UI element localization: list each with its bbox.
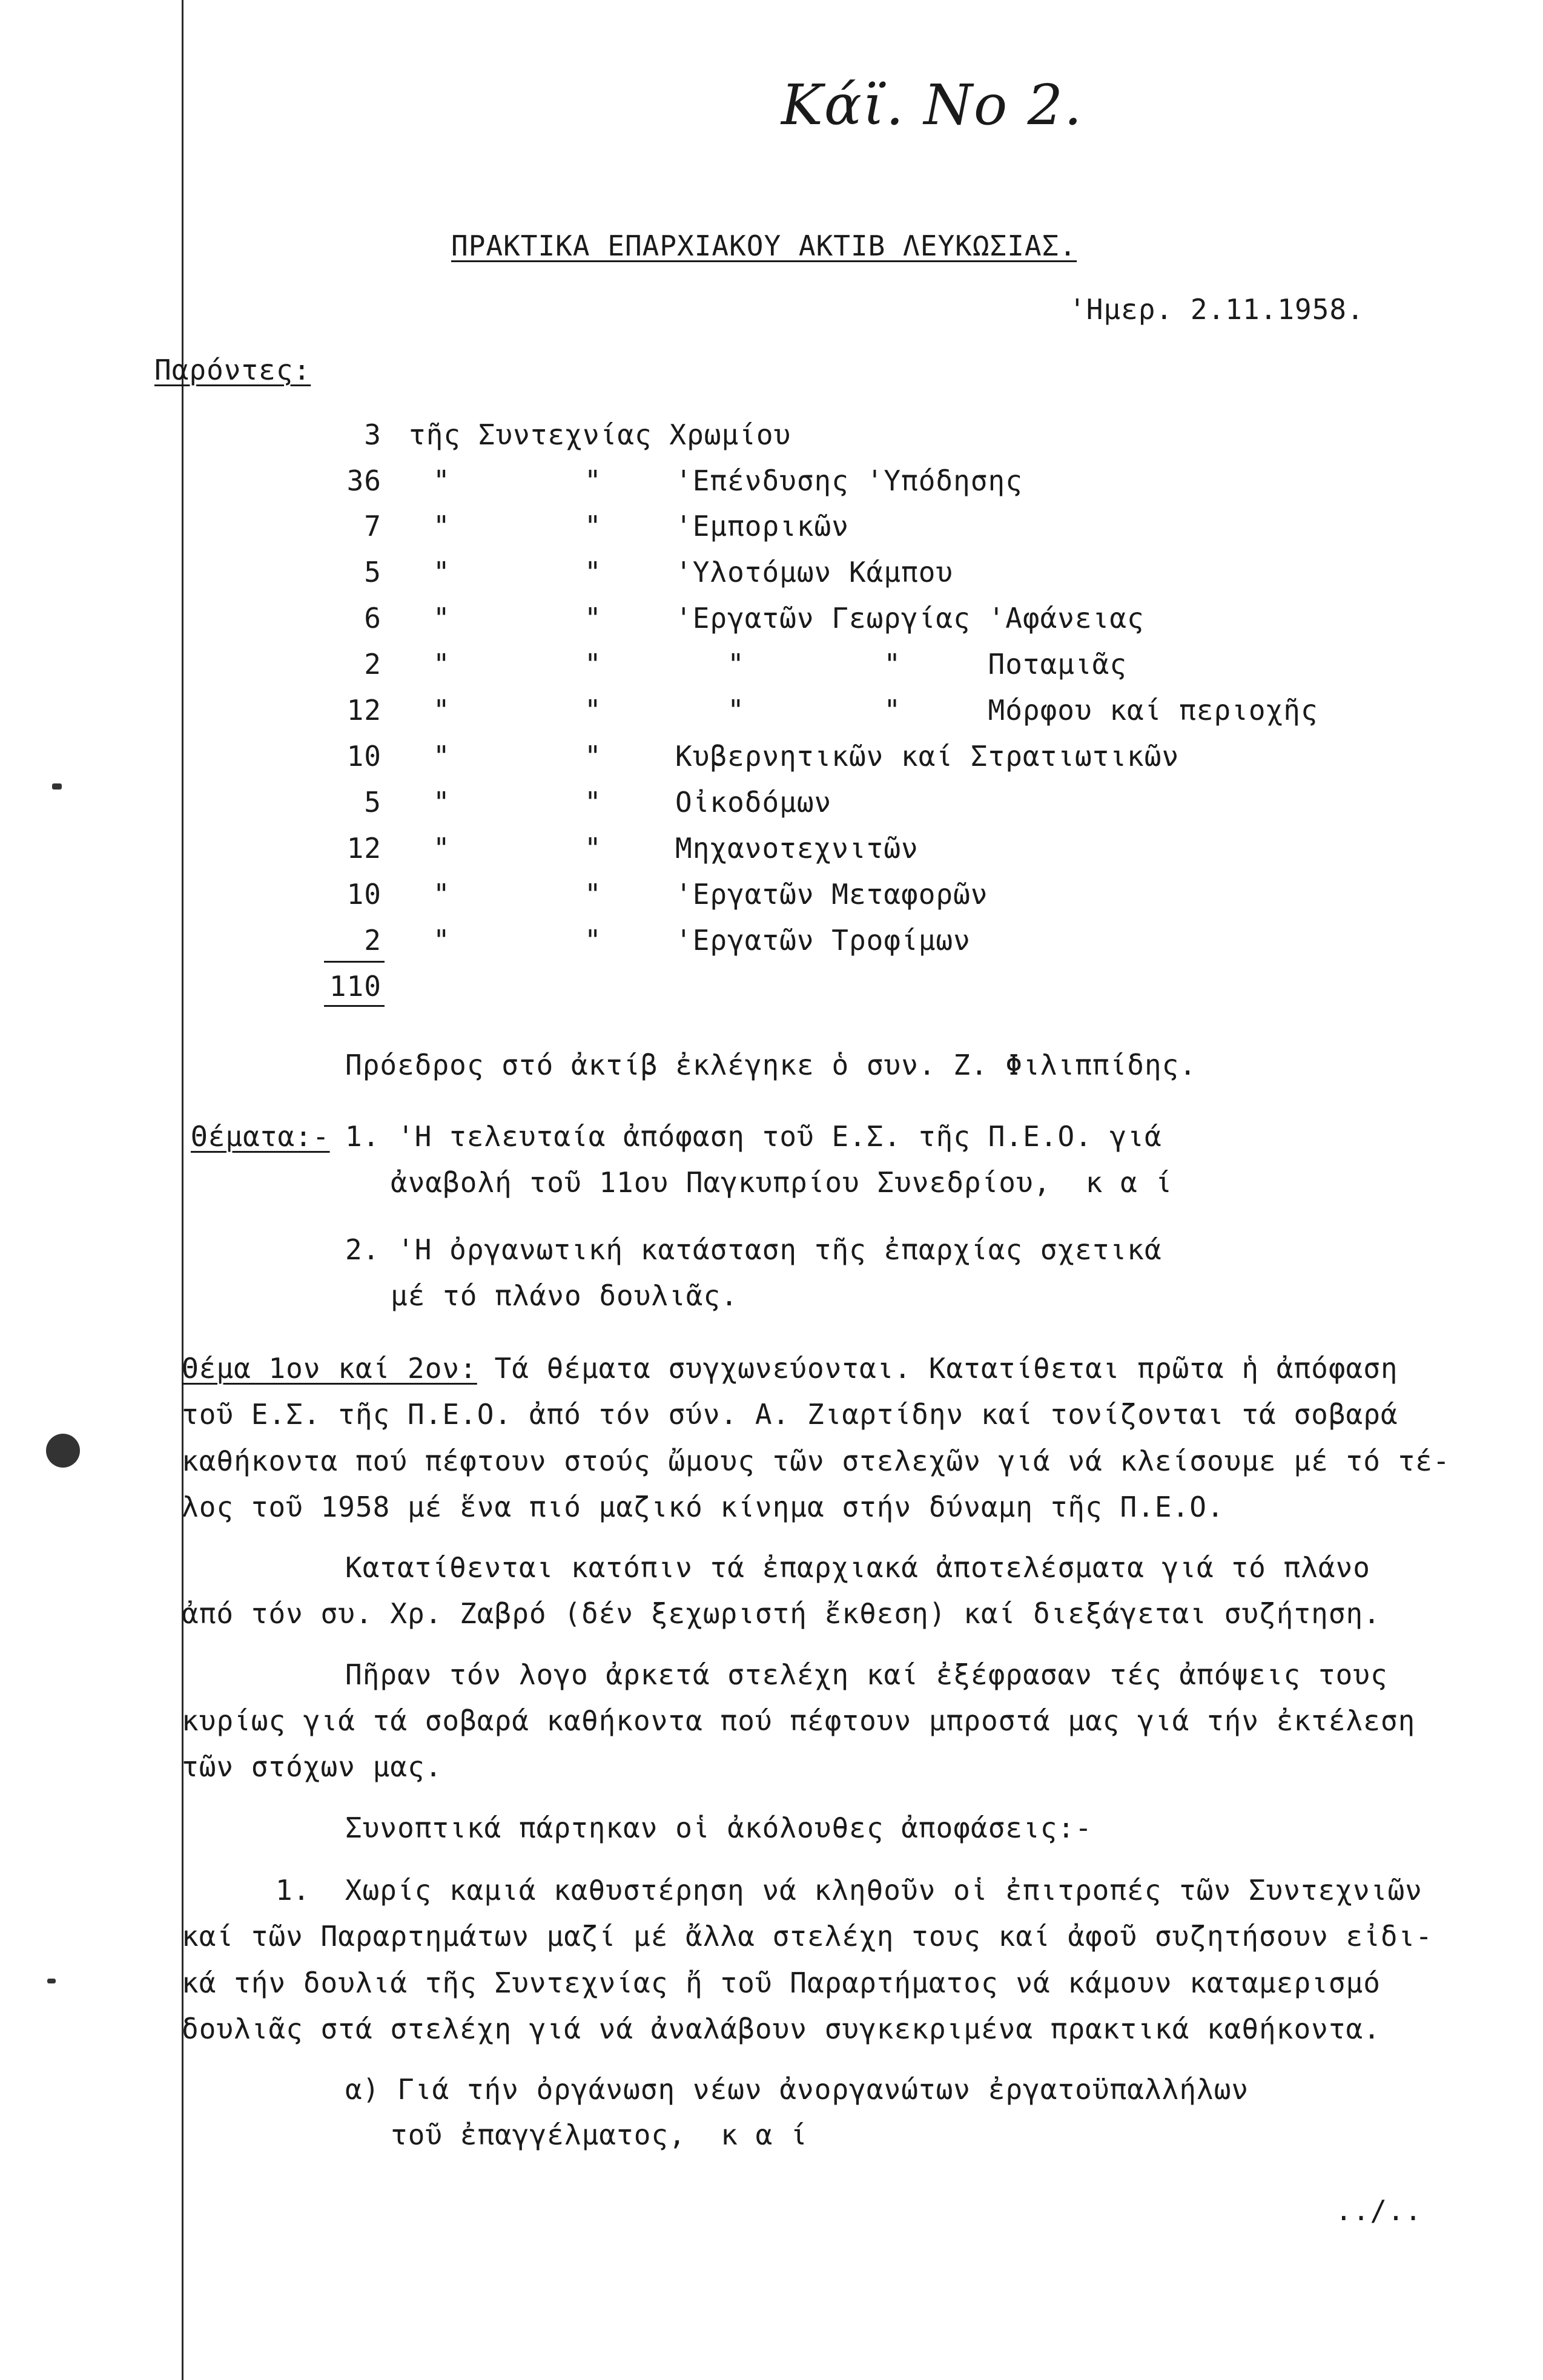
attendees-label: Παρόντες:	[154, 354, 311, 386]
attendee-union: 'Εμπορικῶν	[675, 510, 849, 542]
decision-1-line-1: 1. Χωρίς καμιά καθυστέρηση νά κληθοῦν οἱ ἐπιτροπές τῶν Συντεχνιῶν	[276, 1874, 1422, 1907]
ditto-mark: "	[433, 832, 451, 865]
ditto-mark: "	[584, 694, 602, 727]
paragraph-1-text: Τά θέματα συγχωνεύονται. Κατατίθεται πρῶτα ἡ ἀπόφαση	[477, 1352, 1398, 1385]
decision-1-line-3: κά τήν δουλιά τῆς Συντεχνίας ἤ τοῦ Παραρτήματος νά κάμουν καταμερισμό	[182, 1966, 1381, 1999]
topic-item-1-line1: 1. 'Η τελευταία ἀπόφαση τοῦ Ε.Σ. τῆς Π.Ε.Ο. γιά	[345, 1120, 1162, 1153]
attendee-count: 5	[364, 556, 382, 588]
paragraph-3-line-2: κυρίως γιά τά σοβαρά καθήκοντα πού πέφτουν μπροστά μας γιά τήν ἐκτέλεση	[182, 1704, 1416, 1737]
attendee-count: 10	[346, 740, 382, 773]
handwritten-note: Κάϊ. Νο 2.	[781, 73, 1083, 137]
ditto-mark: "	[433, 648, 451, 681]
topic-item-2-line2: μέ τό πλάνο δουλιᾶς.	[391, 1279, 738, 1312]
paragraph-1-line-1	[182, 1353, 1398, 1384]
attendee-union: 'Επένδυσης 'Υπόδησης	[675, 464, 1023, 497]
attendee-count: 36	[346, 464, 382, 497]
document-date: 'Ημερ. 2.11.1958.	[1069, 293, 1364, 326]
ditto-mark: "	[433, 464, 451, 497]
ditto-mark: "	[584, 832, 602, 865]
ditto-mark: "	[584, 786, 602, 819]
attendee-count: 12	[346, 694, 382, 727]
ditto-mark: "	[433, 786, 451, 819]
sum-line	[324, 961, 385, 963]
attendee-union: 'Εργατῶν Μεταφορῶν	[675, 878, 988, 911]
continuation-marker: ../..	[1335, 2194, 1422, 2227]
total-underline	[324, 1005, 385, 1007]
topic-item-2-line1: 2. 'Η ὀργανωτική κατάσταση τῆς ἐπαρχίας σχετικά	[345, 1233, 1162, 1266]
paragraph-2-line-1: Κατατίθενται κατόπιν τά ἐπαρχιακά ἀποτελέσματα γιά τό πλάνο	[345, 1551, 1370, 1584]
attendee-union: " " Ποταμιᾶς	[675, 648, 1128, 681]
attendee-count: 2	[364, 648, 382, 681]
attendee-union: Κυβερνητικῶν καί Στρατιωτικῶν	[675, 740, 1180, 773]
attendee-count: 5	[364, 786, 382, 819]
ditto-mark: "	[584, 878, 602, 911]
ditto-mark: "	[584, 556, 602, 588]
ditto-mark: "	[584, 924, 602, 957]
attendee-count: 10	[346, 878, 382, 911]
attendee-total: 110	[329, 970, 382, 1003]
ditto-mark: "	[584, 510, 602, 542]
attendee-union: Μηχανοτεχνιτῶν	[675, 832, 919, 865]
attendee-count: 7	[364, 510, 382, 542]
paragraph-1-line-3: καθήκοντα πού πέφτουν στούς ὤμους τῶν στελεχῶν γιά νά κλείσουμε μέ τό τέ-	[182, 1445, 1450, 1477]
ditto-mark: "	[433, 556, 451, 588]
topic-1-2-heading: Θέμα 1ον καί 2ον:	[182, 1352, 477, 1385]
paragraph-3-line-1: Πῆραν τόν λογο ἀρκετά στελέχη καί ἐξέφρασαν τές ἀπόψεις τους	[345, 1658, 1388, 1691]
attendee-union: τῆς Συντεχνίας Χρωμίου	[409, 418, 791, 451]
subitem-a-line-2: τοῦ ἐπαγγέλματος, κ α ί	[391, 2118, 808, 2151]
ditto-mark: "	[433, 694, 451, 727]
ditto-mark: "	[584, 648, 602, 681]
paragraph-2-line-2: ἀπό τόν συ. Χρ. Ζαβρό (δέν ξεχωριστή ἔκθεση) καί διεξάγεται συζήτηση.	[182, 1597, 1381, 1630]
attendee-count: 6	[364, 602, 382, 635]
decisions-intro: Συνοπτικά πάρτηκαν οἱ ἀκόλουθες ἀποφάσεις:-	[345, 1811, 1092, 1844]
ditto-mark: "	[584, 602, 602, 635]
attendee-union: 'Υλοτόμων Κάμπου	[675, 556, 954, 588]
attendee-count: 2	[364, 924, 382, 957]
topic-item-1-line2: ἀναβολή τοῦ 11ου Παγκυπρίου Συνεδρίου, κ α ί	[391, 1166, 1173, 1199]
scan-speck	[47, 1979, 56, 1983]
decision-1-line-4: δουλιᾶς στά στελέχη γιά νά ἀναλάβουν συγκεκριμένα πρακτικά καθήκοντα.	[182, 2012, 1381, 2045]
topics-label: Θέματα:-	[191, 1120, 330, 1153]
subitem-a-line-1: α) Γιά τήν ὀργάνωση νέων ἀνοργανώτων ἐργατοϋπαλλήλων	[345, 2073, 1249, 2106]
attendee-union: 'Εργατῶν Γεωργίας 'Αφάνειας	[675, 602, 1145, 635]
ditto-mark: "	[433, 602, 451, 635]
paragraph-1-line-4: λος τοῦ 1958 μέ ἕνα πιό μαζικό κίνημα στήν δύναμη τῆς Π.Ε.Ο.	[182, 1491, 1224, 1523]
paragraph-3-line-3: τῶν στόχων μας.	[182, 1750, 443, 1783]
attendee-union: 'Εργατῶν Τροφίμων	[675, 924, 971, 957]
ditto-mark: "	[433, 924, 451, 957]
punch-hole	[46, 1434, 80, 1468]
attendee-count: 12	[346, 832, 382, 865]
ditto-mark: "	[433, 878, 451, 911]
ditto-mark: "	[584, 464, 602, 497]
scan-speck	[52, 783, 62, 789]
chair-line: Πρόεδρος στό ἀκτίβ ἐκλέγηκε ὁ συν. Ζ. Φιλιππίδης.	[345, 1049, 1197, 1081]
ditto-mark: "	[584, 740, 602, 773]
paragraph-1-line-2: τοῦ Ε.Σ. τῆς Π.Ε.Ο. ἀπό τόν σύν. Α. Ζιαρτίδην καί τονίζονται τά σοβαρά	[182, 1398, 1398, 1431]
attendee-count: 3	[364, 418, 382, 451]
ditto-mark: "	[433, 740, 451, 773]
attendee-union: " " Μόρφου καί περιοχῆς	[675, 694, 1318, 727]
decision-1-line-2: καί τῶν Παραρτημάτων μαζί μέ ἄλλα στελέχη τους καί ἀφοῦ συζητήσουν εἰδι-	[182, 1920, 1433, 1953]
attendee-union: Οἰκοδόμων	[675, 786, 832, 819]
ditto-mark: "	[433, 510, 451, 542]
document-title: ΠΡΑΚΤΙΚΑ ΕΠΑΡΧΙΑΚΟΥ ΑΚΤΙΒ ΛΕΥΚΩΣΙΑΣ.	[451, 229, 1077, 262]
